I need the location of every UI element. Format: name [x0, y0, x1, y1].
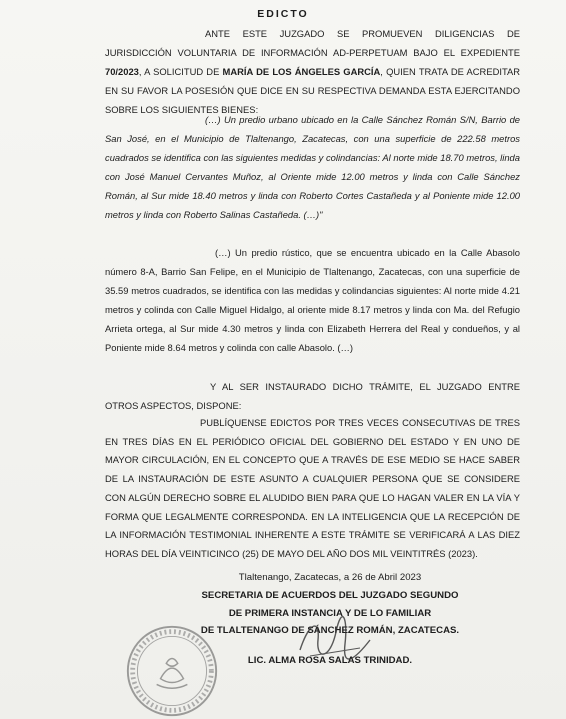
paragraph-intro: [105, 24, 520, 119]
paragraph-dispone: Y AL SER INSTAURADO DICHO TRÁMITE, EL JUZGADO ENTRE OTROS ASPECTOS, DISPONE:: [105, 381, 520, 411]
case-number: 70/2023: [105, 66, 139, 77]
office-line-2: DE PRIMERA INSTANCIA Y DE LO FAMILIAR: [228, 608, 432, 619]
office-line-3: DE TLALTENANGO DE SÁNCHEZ ROMÁN, ZACATECAS.: [200, 625, 460, 636]
paragraph-rustic-property: (…) Un predio rústico, que se encuentra ubicado en la Calle Abasolo número 8-A, Barrio San Felipe, en el Municipio de Tlaltenango, Zacatecas, con una superficie de 35.59 metros cuadrados, se identifica con las medidas y colindancias siguientes: Al norte mide 4.21 metros y colinda con Calle Miguel Hidalgo, al oriente mide 8.17 metros y linda con Ma. del Refugio Arrieta ortega, al Sur mide 4.30 metros y linda con Elizabeth Herrera del Real y condueños, y al Poniente mide 8.64 metros y colinda con calle Abasolo. (…): [105, 247, 520, 353]
paragraph-urban-property: (…) Un predio urbano ubicado en la Calle Sánchez Román S/N, Barrio de San José, en el Municipio de Tlaltenango, Zacatecas, con una superficie de 222.58 metros cuadrados se identifica con las siguientes medidas y colindancias: Al norte mide 18.70 metros, linda con José Manuel Cervantes Muñoz, al Oriente mide 12.00 metros y linda con Calle Sánchez Román, al Sur mide 18.40 metros y linda con Roberto Cortes Castañeda y al Poniente mide 12.00 metros y linda con Roberto Salinas Castañeda. (…)": [105, 114, 520, 220]
applicant-name: MARÍA DE LOS ÁNGELES GARCÍA: [222, 66, 381, 77]
intro-text-a: ANTE ESTE JUZGADO SE PROMUEVEN DILIGENCIAS DE JURISDICCIÓN VOLUNTARIA DE INFORMACIÓN AD-PERPETUAM BAJO EL EXPEDIENTE: [105, 28, 520, 58]
paragraph-publication-order: PUBLÍQUENSE EDICTOS POR TRES VECES CONSECUTIVAS DE TRES EN TRES DÍAS EN EL PERIÓDICO OFICIAL DEL GOBIERNO DEL ESTADO Y EN UNO DE MAYOR CIRCULACIÓN, EN EL CONCEPTO QUE A TRAVÉS DE ESE MEDIO SE HACE SABER DE LA INSTAURACIÓN DE ESTE ASUNTO A CUALQUIER PERSONA QUE SE CONSIDERE CON ALGÚN DERECHO SOBRE EL ALUDIDO BIEN PARA QUE LO HAGAN VALER EN LA VÍA Y FORMA QUE LEGALMENTE CORRESPONDA. EN LA INTELIGENCIA QUE LA RECEPCIÓN DE LA INFORMACIÓN TESTIMONIAL INHERENTE A ESTE TRÁMITE SE VERIFICARÁ A LAS DIEZ HORAS DEL DÍA VEINTICINCO (25) DE MAYO DEL AÑO DOS MIL VEINTITRÉS (2023).: [105, 417, 520, 559]
document-title: EDICTO: [257, 8, 309, 20]
handwritten-signature-icon: [290, 610, 380, 670]
intro-text-c: , QUIEN TRATA DE ACREDITAR EN SU FAVOR LA POSESIÓN QUE DICE EN SU RESPECTIVA DEMANDA ESTA EJERCITANDO SOBRE LOS SIGUIENTES BIENES:: [105, 66, 521, 115]
signer-name: LIC. ALMA ROSA SALAS TRINIDAD.: [247, 655, 413, 666]
office-line-1: SECRETARIA DE ACUERDOS DEL JUZGADO SEGUNDO: [201, 590, 459, 601]
court-seal-icon: [124, 623, 220, 719]
intro-text-b: , A SOLICITUD DE: [138, 66, 223, 77]
place-date: Tlaltenango, Zacatecas, a 26 de Abril 2023: [238, 572, 422, 583]
